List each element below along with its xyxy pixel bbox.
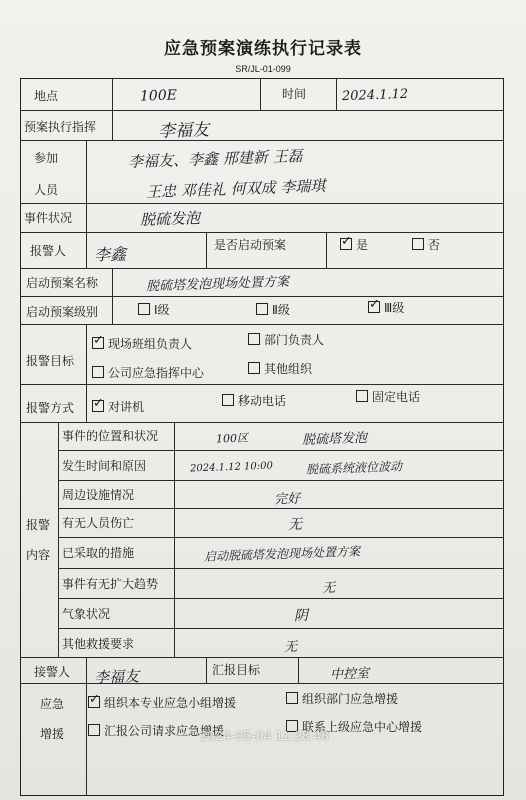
plan-level-label: 启动预案级别 bbox=[26, 305, 99, 319]
start-plan-yes: ✓ 是 bbox=[340, 236, 368, 253]
checkbox-target-company bbox=[92, 366, 104, 378]
checkbox-level3 bbox=[368, 301, 380, 313]
checkbox-support-dept bbox=[286, 692, 298, 704]
support-dept: 组织部门应急增援 bbox=[286, 690, 398, 707]
reporter-value: 李鑫 bbox=[93, 244, 127, 265]
method-mobile: 移动电话 bbox=[222, 392, 286, 409]
weather-value: 阴 bbox=[293, 607, 309, 625]
photo-timestamp: 2024-05-04 11:28:48 bbox=[200, 728, 330, 743]
support-label-1: 应急 bbox=[40, 697, 65, 711]
location-value: 100E bbox=[139, 87, 178, 105]
checkbox-level2 bbox=[256, 303, 268, 315]
checkbox-no bbox=[412, 238, 424, 250]
method-fixed: 固定电话 bbox=[356, 388, 420, 405]
report-content-label-1: 报警 bbox=[26, 518, 51, 532]
location-label: 地点 bbox=[34, 89, 59, 103]
participants-label-2: 人员 bbox=[34, 183, 59, 197]
plan-name-label: 启动预案名称 bbox=[26, 276, 99, 290]
support-company: 汇报公司请求应急增援 bbox=[88, 722, 224, 739]
other-rescue-label: 其他救援要求 bbox=[62, 637, 135, 651]
support-center: 联系上级应急中心增援 bbox=[286, 718, 422, 735]
checkbox-support-team bbox=[88, 696, 100, 708]
receiver-value: 李福友 bbox=[93, 667, 140, 687]
checkbox-target-dept bbox=[248, 333, 260, 345]
event-status-label: 事件状况 bbox=[24, 211, 73, 225]
level-3: ✓ Ⅲ级 bbox=[368, 299, 404, 316]
surroundings-label: 周边设施情况 bbox=[62, 488, 135, 502]
casualties-label: 有无人员伤亡 bbox=[62, 516, 135, 530]
support-label-2: 增援 bbox=[40, 727, 65, 741]
report-to-value: 中控室 bbox=[329, 666, 370, 683]
participants-line-1: 李福友、李鑫 邢建新 王磊 bbox=[127, 146, 303, 172]
report-target-label: 报警目标 bbox=[26, 354, 75, 368]
form-code: SR/JL-01-099 bbox=[235, 64, 291, 74]
checkbox-yes bbox=[340, 238, 352, 250]
reporter-label: 报警人 bbox=[30, 244, 67, 258]
checkbox-method-fixed bbox=[356, 390, 368, 402]
weather-label: 气象状况 bbox=[62, 607, 111, 621]
checkbox-level1 bbox=[138, 303, 150, 315]
checkbox-method-mobile bbox=[222, 394, 234, 406]
report-content-label-2: 内容 bbox=[26, 548, 51, 562]
start-plan-label: 是否启动预案 bbox=[214, 238, 287, 252]
target-other: 其他组织 bbox=[248, 360, 312, 377]
checkbox-target-shift bbox=[92, 337, 104, 349]
form-title: 应急预案演练执行记录表 bbox=[164, 39, 362, 59]
time-cause-a: 2024.1.12 10:00 bbox=[189, 460, 274, 475]
target-dept: 部门负责人 bbox=[248, 331, 324, 348]
target-shift: ✓现场班组负责人 bbox=[92, 335, 192, 352]
start-plan-no: 否 bbox=[412, 236, 440, 253]
location-status-b: 脱硫塔发泡 bbox=[301, 430, 368, 449]
time-label: 时间 bbox=[282, 87, 307, 101]
support-team: ✓组织本专业应急小组增援 bbox=[88, 694, 236, 711]
expansion-value: 无 bbox=[321, 580, 336, 597]
location-status-a: 100区 bbox=[215, 431, 249, 446]
participants-label-1: 参加 bbox=[34, 151, 59, 165]
level-2: Ⅱ级 bbox=[256, 301, 290, 318]
time-cause-label: 发生时间和原因 bbox=[62, 459, 147, 473]
report-to-label: 汇报目标 bbox=[212, 663, 261, 677]
receiver-label: 接警人 bbox=[34, 665, 71, 679]
report-method-label: 报警方式 bbox=[26, 401, 75, 415]
checkbox-method-radio bbox=[92, 400, 104, 412]
location-status-label: 事件的位置和状况 bbox=[62, 429, 159, 443]
expansion-label: 事件有无扩大趋势 bbox=[62, 577, 159, 591]
measures-label: 已采取的措施 bbox=[62, 546, 135, 560]
time-value: 2024.1.12 bbox=[341, 86, 409, 105]
checkbox-target-other bbox=[248, 362, 260, 374]
casualties-value: 无 bbox=[287, 516, 303, 534]
level-1: Ⅰ级 bbox=[138, 301, 170, 318]
surroundings-value: 完好 bbox=[273, 491, 301, 508]
method-radio: ✓ 对讲机 bbox=[92, 398, 144, 415]
time-cause-b: 脱硫系统液位波动 bbox=[305, 459, 403, 477]
plan-name-value: 脱硫塔发泡现场处置方案 bbox=[145, 274, 290, 295]
commander-label: 预案执行指挥 bbox=[24, 120, 97, 134]
participants-line-2: 王忠 邓佳礼 何双成 李瑞琪 bbox=[145, 176, 326, 202]
commander-value: 李福友 bbox=[157, 120, 210, 142]
other-rescue-value: 无 bbox=[283, 639, 298, 656]
measures-value: 启动脱硫塔发泡现场处置方案 bbox=[203, 544, 361, 564]
checkbox-support-company bbox=[88, 724, 100, 736]
event-status-value: 脱硫发泡 bbox=[139, 208, 201, 230]
target-company: 公司应急指挥中心 bbox=[92, 364, 204, 381]
